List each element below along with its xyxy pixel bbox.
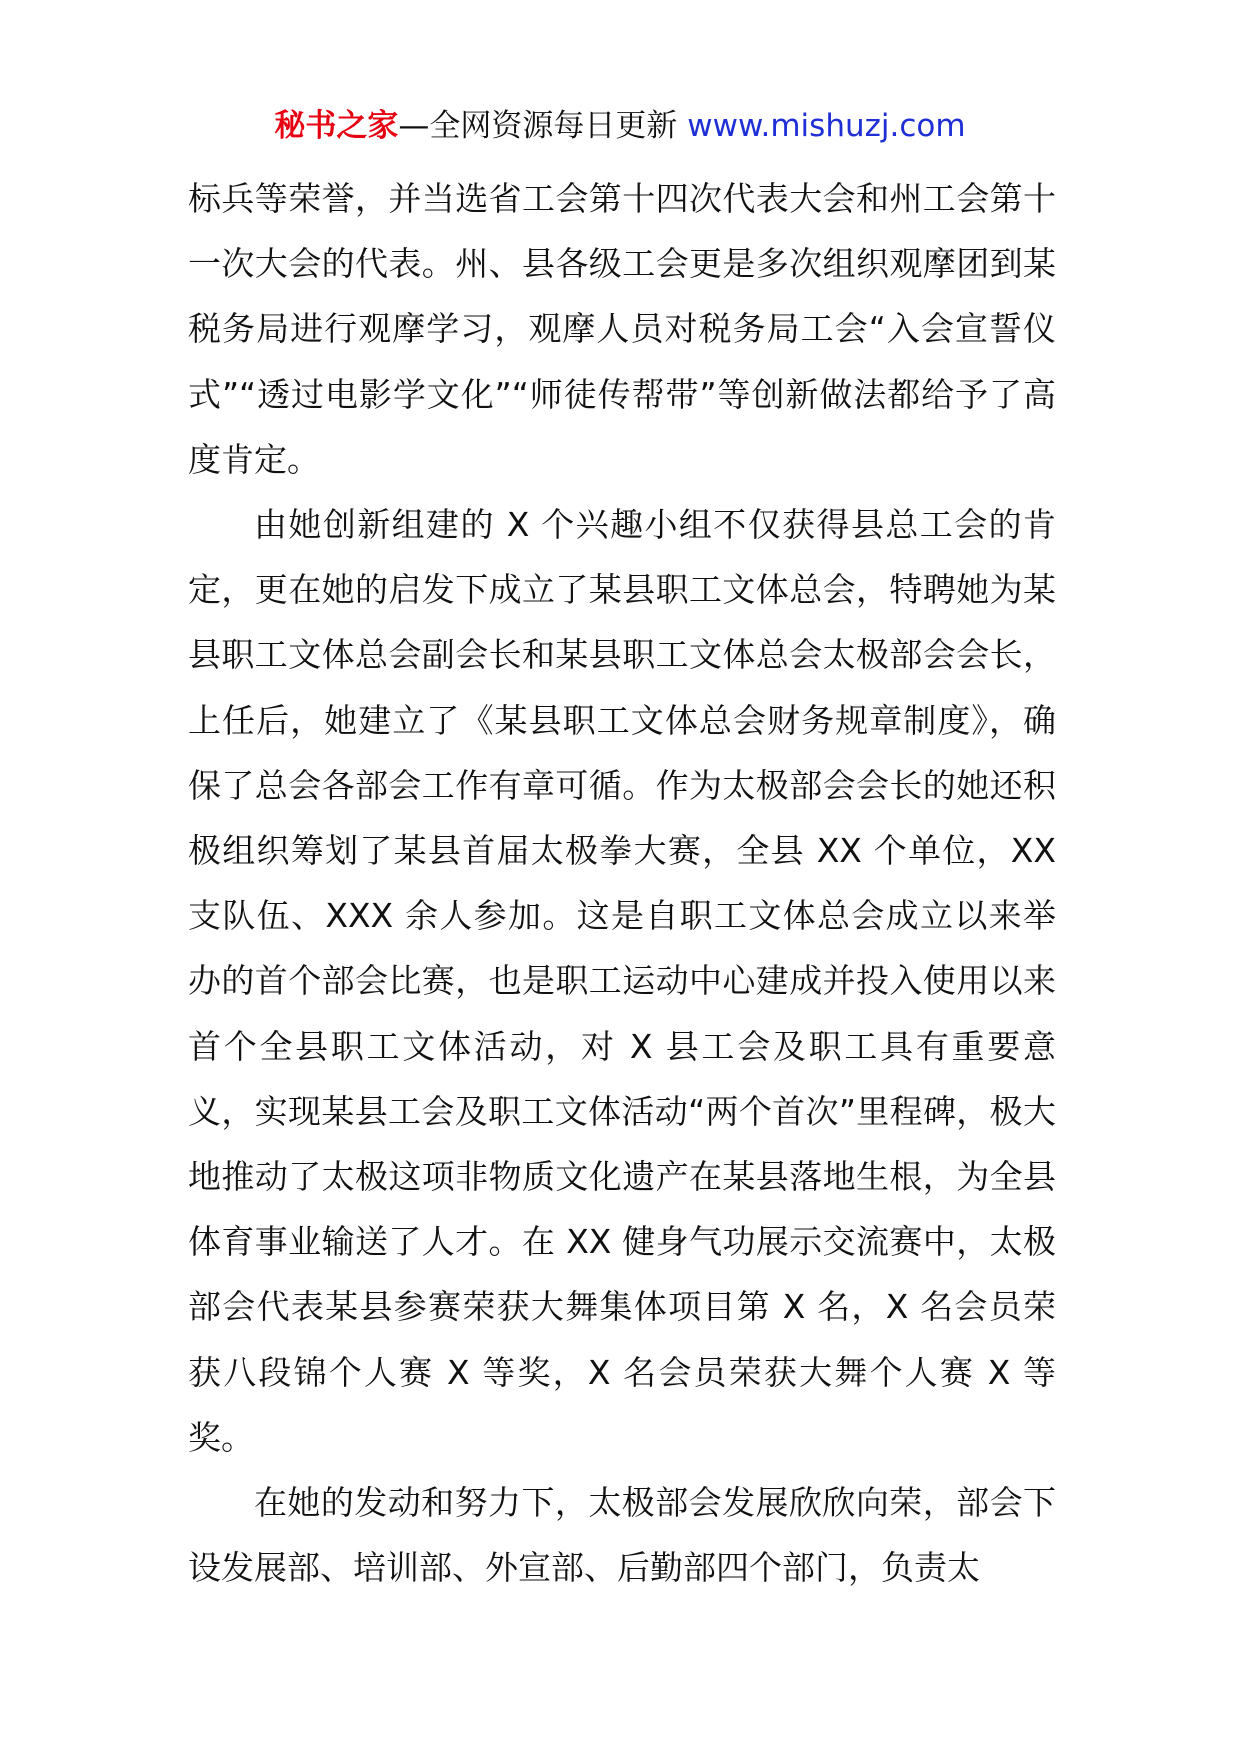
site-url-link[interactable]: www.mishuzj.com: [687, 108, 966, 144]
brand-name: 秘书之家: [274, 108, 399, 144]
paragraph-2: 由她创新组建的 X 个兴趣小组不仅获得县总工会的肯定，更在她的启发下成立了某县职工文体总会，特聘她为某县职工文体总会副会长和某县职工文体总会太极部会会长，上任后，她建立了《某县职工文体总会财务规章制度》，确保了总会各部会工作有章可循。作为太极部会会长的她还积极组织筹划了某县首届太极拳大赛，全县 XX 个单位，XX 支队伍、XXX 余人参加。这是自职工文体总会成立以来举办的首个部会比赛，也是职工运动中心建成并投入使用以来首个全县职工文体活动，对 X 县工会及职工具有重要意义，实现某县工会及职工文体活动“两个首次”里程碑，极大地推动了太极这项非物质文化遗产在某县落地生根，为全县体育事业输送了人才。在 XX 健身气功展示交流赛中，太极部会代表某县参赛荣获大舞集体项目第 X 名，X 名会员荣获八段锦个人赛 X 等奖，X 名会员荣获大舞个人赛 X 等奖。: [188, 505, 1056, 1457]
paragraph-1: 标兵等荣誉，并当选省工会第十四次代表大会和州工会第十一次大会的代表。州、县各级工会更是多次组织观摩团到某税务局进行观摩学习，观摩人员对税务局工会“入会宣誓仪式”“透过电影学文化”“师徒传帮带”等创新做法都给予了高度肯定。: [188, 179, 1056, 479]
document-body: [188, 166, 1056, 1600]
page-header: [0, 104, 1240, 148]
header-tagline: —全网资源每日更新: [398, 108, 678, 144]
paragraph-3: 在她的发动和努力下，太极部会发展欣欣向荣，部会下设发展部、培训部、外宣部、后勤部四个部门，负责太: [188, 1483, 1056, 1588]
